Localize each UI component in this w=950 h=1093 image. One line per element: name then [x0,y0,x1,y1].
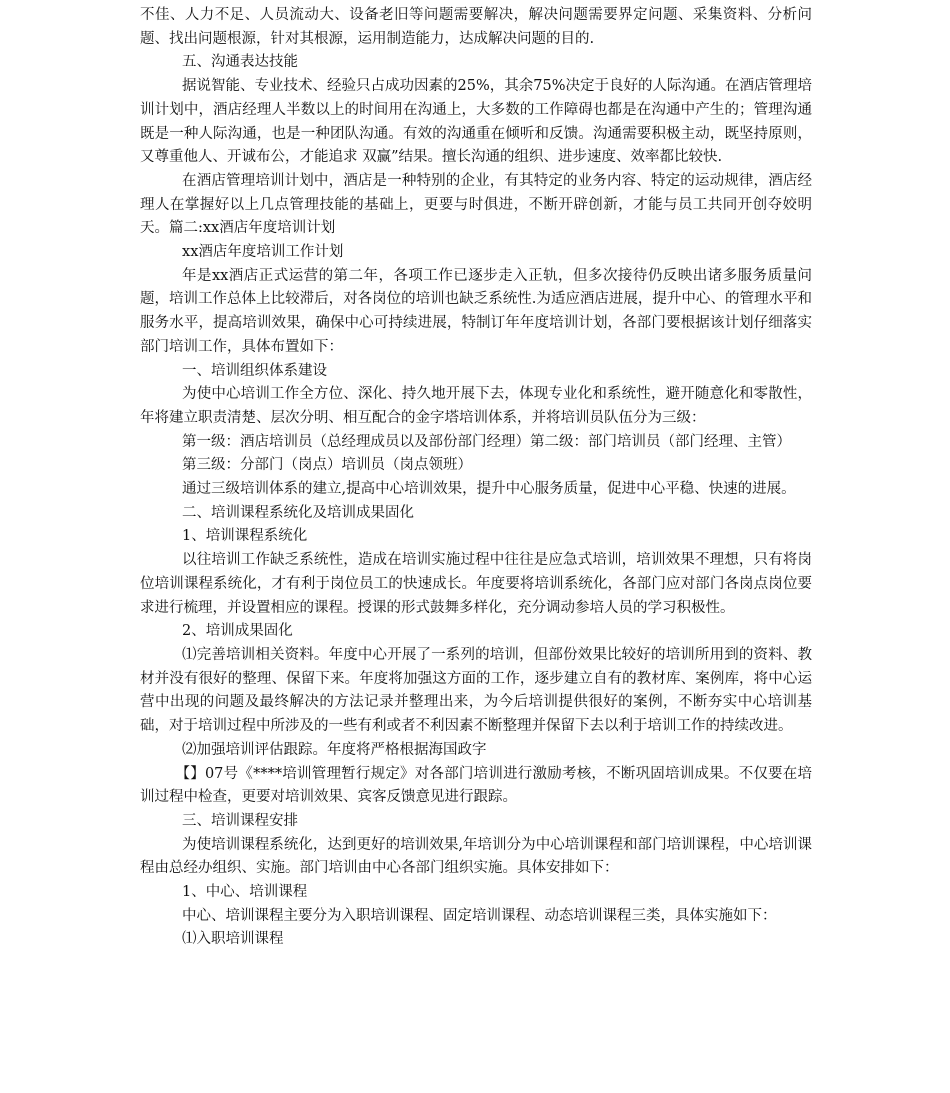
subsection-heading: 2、培训成果固化 [182,623,293,640]
subsection-heading: 1、中心、培训课程 [182,884,308,901]
paragraph: 在酒店管理培训计划中，酒店是一种特别的企业，有其特定的业务内容、特定的运动规律，酒店经理人在掌握好以上几点管理技能的基础上，更要与时俱进，不断开辟创新，才能与员工共同开创夺姣明天。篇二:xx酒店年度培训计划 [140,172,812,237]
section-heading: 一、培训组织体系建设 [182,362,328,379]
section-heading: 五、沟通表达技能 [182,54,299,71]
paragraph: 第三级：分部门（岗点）培训员（岗点领班） [182,457,473,474]
paragraph: 据说智能、专业技术、经验只占成功因素的25%，其余75%决定于良好的人际沟通。在酒店管理培训计划中，酒店经理人半数以上的时间用在沟通上，大多数的工作障碍也都是在沟通中产生的；管理沟通既是一种人际沟通，也是一种团队沟通。有效的沟通重在倾听和反馈。沟通需要积极主动，既坚持原则，又尊重他人、开诚布公，才能追求 双赢”结果。擅长沟通的组织、进步速度、效率都比较快. [140,78,813,166]
subsection-heading: 1、培训课程系统化 [182,528,308,545]
paragraph: ⑵加强培训评估跟踪。年度将严格根据海国政字 [182,741,487,758]
paragraph: 中心、培训课程主要分为入职培训课程、固定培训课程、动态培训课程三类，具体实施如下： [182,907,777,924]
document-body [140,4,812,952]
paragraph: 以往培训工作缺乏系统性，造成在培训实施过程中往往是应急式培训，培训效果不理想，只有将岗位培训课程系统化，才有利于岗位员工的快速成长。年度要将培训系统化，各部门应对部门各岗点岗位要求进行梳理，并设置相应的课程。授课的形式鼓舞多样化，充分调动参培人员的学习积极性。 [140,552,812,616]
paragraph: 年是xx酒店正式运营的第二年，各项工作已逐步走入正轨，但多次接待仍反映出诸多服务质量问题，培训工作总体上比较滞后，对各岗位的培训也缺乏系统性.为适应酒店进展，提升中心、的管理水平和服务水平，提高培训效果，确保中心可持续进展，特制订年年度培训计划，各部门要根据该计划仔细落实部门培训工作，具体布置如下： [140,267,812,355]
paragraph: 为使中心培训工作全方位、深化、持久地开展下去，体现专业化和系统性，避开随意化和零散性，年将建立职责清楚、层次分明、相互配合的金字塔培训体系，并将培训员队伍分为三级： [140,386,812,426]
paragraph: 第一级：酒店培训员（总经理成员以及部份部门经理）第二级：部门培训员（部门经理、主管） [182,433,792,450]
paragraph: ⑴完善培训相关资料。年度中心开展了一系列的培训，但部份效果比较好的培训所用到的资料、教材并没有很好的整理、保留下来。年度将加强这方面的工作，逐步建立自有的教材库、案例库，将中心运营中出现的问题及最终解决的方法记录并整理出来，为今后培训提供很好的案例，不断夯实中心培训基础，对于培训过程中所涉及的一些有利或者不利因素不断整理并保留下去以利于培训工作的持续改进。 [140,646,812,735]
paragraph: 不佳、人力不足、人员流动大、设备老旧等问题需要解决，解决问题需要界定问题、采集资料、分析问题、找出问题根源，针对其根源，运用制造能力，达成解决问题的目的. [140,7,812,47]
section-heading: 二、培训课程系统化及培训成果固化 [182,504,415,521]
paragraph: 为使培训课程系统化，达到更好的培训效果,年培训分为中心培训课程和部门培训课程，中心培训课程由总经办组织、实施。部门培训由中心各部门组织实施。具体安排如下： [140,836,812,877]
paragraph: 通过三级培训体系的建立,提高中心培训效果，提升中心服务质量，促进中心平稳、快速的进展。 [182,481,796,498]
paragraph: 【】07号《****培训管理暂行规定》对各部门培训进行激励考核，不断巩固培训成果。不仅要在培训过程中检查，更要对培训效果、宾客反馈意见进行跟踪。 [140,765,812,806]
section-heading: 三、培训课程安排 [182,812,299,829]
list-item-heading: ⑴入职培训课程 [182,931,284,948]
document-title: xx酒店年度培训工作计划 [182,244,344,261]
